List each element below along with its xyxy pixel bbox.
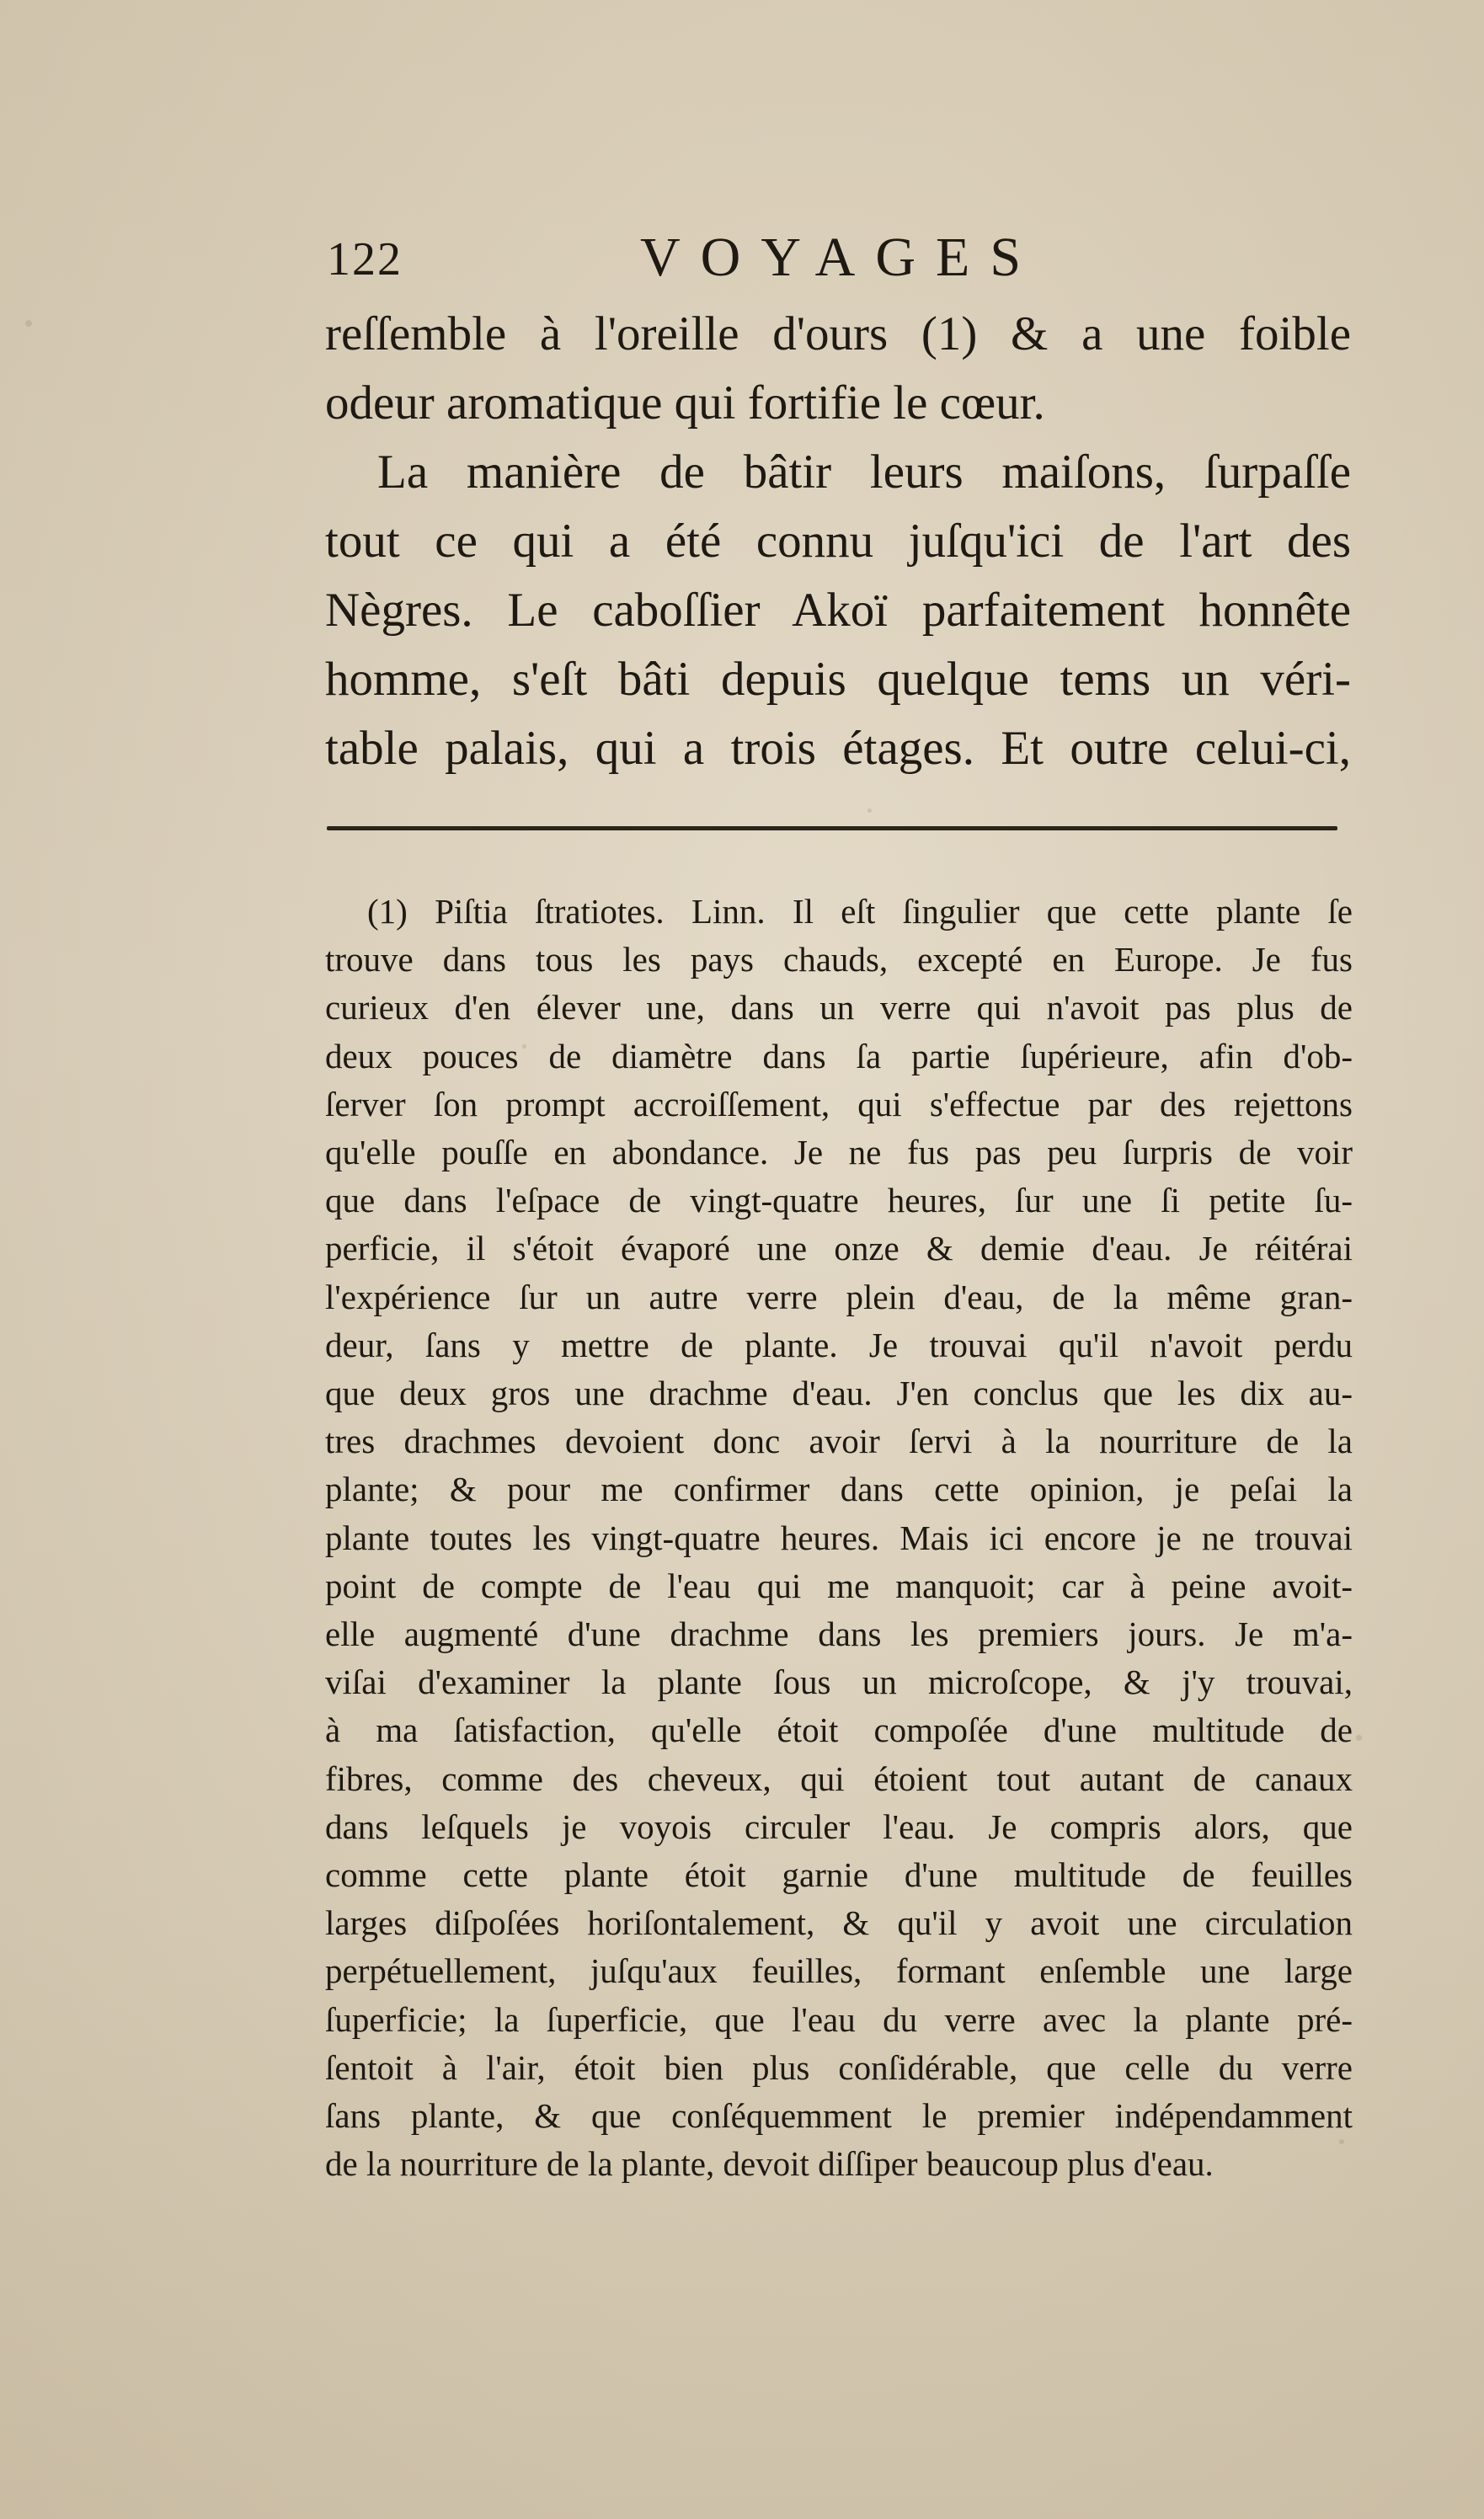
paper-stain [867, 809, 872, 813]
footnote-line: que dans l'eſpace de vingt-quatre heures, ſur une ſi petite ſu- [325, 1181, 1353, 1220]
main-text-line: table palais, qui a trois étages. Et outre celui-ci, [325, 722, 1351, 775]
paper-stain [25, 320, 32, 327]
footnote-line: dans leſquels je voyois circuler l'eau. Je compris alors, que [325, 1807, 1353, 1846]
footnote-line: deur, ſans y mettre de plante. Je trouvai qu'il n'avoit perdu [325, 1325, 1353, 1364]
footnote-line: viſai d'examiner la plante ſous un microſcope, & j'y trouvai, [325, 1662, 1353, 1702]
footnote-line: qu'elle pouſſe en abondance. Je ne fus pas peu ſurpris de voir [325, 1133, 1353, 1172]
footnote-line: ſans plante, & que conſéquemment le premier indépendamment [325, 2096, 1353, 2136]
footnote-line: deux pouces de diamètre dans ſa partie ſupérieure, afin d'ob- [325, 1036, 1353, 1075]
footnote-line: trouve dans tous les pays chauds, excepté en Europe. Je fus [325, 940, 1353, 979]
footnote-line: à ma ſatisfaction, qu'elle étoit compoſée d'une multitude de [325, 1710, 1353, 1750]
main-text-line: tout ce qui a été connu juſqu'ici de l'art des [325, 515, 1351, 568]
footnote-line: elle augmenté d'une drachme dans les premiers jours. Je m'a- [325, 1614, 1353, 1654]
running-head: VOYAGES [640, 227, 1042, 288]
main-text-line: odeur aromatique qui fortifie le cœur. [325, 376, 1045, 430]
footnote-line: ſentoit à l'air, étoit bien plus conſidérable, que celle du verre [325, 2047, 1353, 2087]
footnote-line: perpétuellement, juſqu'aux feuilles, formant enſemble une large [325, 1951, 1353, 1991]
main-text-line: Nègres. Le caboſſier Akoï parfaitement honnête [325, 584, 1351, 637]
main-text-line: La manière de bâtir leurs maiſons, ſurpaſſe [377, 446, 1351, 499]
footnote-line: tres drachmes devoient donc avoir ſervi à la nourriture de la [325, 1422, 1353, 1461]
footnote-line: que deux gros une drachme d'eau. J'en conclus que les dix au- [325, 1374, 1353, 1413]
page-header [327, 226, 1380, 302]
footnote-line: point de compte de l'eau qui me manquoit; car à peine avoit- [325, 1566, 1353, 1605]
main-text-block [325, 300, 1351, 783]
footnote-rule [327, 826, 1337, 830]
main-text-line: homme, s'eſt bâti depuis quelque tems un véri- [325, 653, 1351, 706]
footnote-line: curieux d'en élever une, dans un verre qui n'avoit pas plus de [325, 988, 1353, 1027]
footnote-line: larges diſpoſées horiſontalement, & qu'il y avoit une circulation [325, 1903, 1353, 1943]
footnote-line: fibres, comme des cheveux, qui étoient tout autant de canaux [325, 1758, 1353, 1798]
footnote-line: l'expérience ſur un autre verre plein d'eau, de la même gran- [325, 1277, 1353, 1316]
footnote-line: ſuperficie; la ſuperficie, que l'eau du verre avec la plante pré- [325, 1999, 1353, 2039]
footnote-line: ſerver ſon prompt accroiſſement, qui s'effectue par des rejettons [325, 1084, 1353, 1123]
footnote-line: perficie, il s'étoit évaporé une onze & demie d'eau. Je réitérai [325, 1229, 1353, 1268]
footnote-line: de la nourriture de la plante, devoit diſſiper beaucoup plus d'eau. [325, 2144, 1214, 2184]
paper-stain [1356, 1735, 1362, 1741]
page-number: 122 [327, 233, 403, 286]
main-text-line: reſſemble à l'oreille d'ours (1) & a une foible [325, 307, 1351, 360]
footnote-line: (1) Piſtia ſtratiotes. Linn. Il eſt ſingulier que cette plante ſe [367, 892, 1353, 931]
footnote-line: plante; & pour me confirmer dans cette opinion, je peſai la [325, 1470, 1353, 1509]
footnote-line: comme cette plante étoit garnie d'une multitude de feuilles [325, 1855, 1353, 1895]
footnote-line: plante toutes les vingt-quatre heures. Mais ici encore je ne trouvai [325, 1518, 1353, 1557]
footnote-block [325, 888, 1353, 2188]
